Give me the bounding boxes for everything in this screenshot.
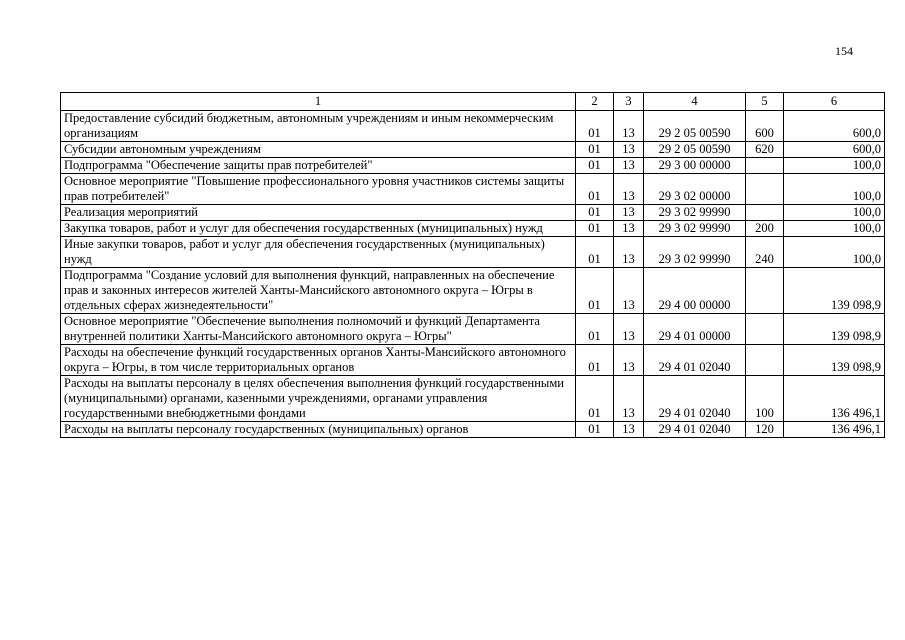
table-row [61,174,885,205]
header-col-4: 4 [644,93,746,111]
row-name: Закупка товаров, работ и услуг для обеспечения государственных (муниципальных) нужд [61,221,576,237]
row-subsection: 13 [614,422,644,438]
table-row [61,268,885,314]
row-name: Реализация мероприятий [61,205,576,221]
row-expense-type: 100 [746,376,784,422]
row-expense-type [746,345,784,376]
table-row [61,111,885,142]
row-target-code: 29 4 00 00000 [644,268,746,314]
table-row [61,422,885,438]
row-section: 01 [576,221,614,237]
row-target-code: 29 3 02 99990 [644,205,746,221]
table-row [61,221,885,237]
row-name: Расходы на обеспечение функций государственных органов Ханты-Мансийского автономного округа – Югры, в том числе территориальных органов [61,345,576,376]
table-header-row [61,93,885,111]
row-target-code: 29 3 02 99990 [644,221,746,237]
table-row [61,205,885,221]
row-amount: 139 098,9 [784,314,885,345]
row-amount: 100,0 [784,158,885,174]
row-section: 01 [576,376,614,422]
row-name: Иные закупки товаров, работ и услуг для обеспечения государственных (муниципальных) нужд [61,237,576,268]
row-section: 01 [576,237,614,268]
row-target-code: 29 3 00 00000 [644,158,746,174]
row-name: Подпрограмма "Обеспечение защиты прав потребителей" [61,158,576,174]
row-subsection: 13 [614,158,644,174]
row-target-code: 29 4 01 02040 [644,345,746,376]
row-expense-type: 200 [746,221,784,237]
page-number: 154 [835,44,853,58]
row-expense-type: 120 [746,422,784,438]
row-target-code: 29 4 01 02040 [644,422,746,438]
table-row [61,314,885,345]
row-name: Основное мероприятие "Обеспечение выполнения полномочий и функций Департамента внутренней политики Ханты-Мансийского автономного округа – Югры" [61,314,576,345]
row-amount: 100,0 [784,174,885,205]
budget-table [60,92,885,438]
row-section: 01 [576,268,614,314]
table-row [61,158,885,174]
row-subsection: 13 [614,142,644,158]
row-subsection: 13 [614,174,644,205]
row-section: 01 [576,174,614,205]
row-subsection: 13 [614,345,644,376]
header-col-1: 1 [61,93,576,111]
row-section: 01 [576,422,614,438]
row-subsection: 13 [614,111,644,142]
header-col-5: 5 [746,93,784,111]
row-section: 01 [576,158,614,174]
row-name: Расходы на выплаты персоналу в целях обеспечения выполнения функций государственными (муниципальными) органами, казенными учреждениями, органами управления государственными внебюджетными фондами [61,376,576,422]
row-section: 01 [576,314,614,345]
row-amount: 136 496,1 [784,422,885,438]
row-section: 01 [576,345,614,376]
row-subsection: 13 [614,221,644,237]
row-amount: 139 098,9 [784,268,885,314]
row-name: Расходы на выплаты персоналу государственных (муниципальных) органов [61,422,576,438]
table-row [61,142,885,158]
row-subsection: 13 [614,314,644,345]
row-target-code: 29 4 01 00000 [644,314,746,345]
row-subsection: 13 [614,376,644,422]
row-target-code: 29 3 02 99990 [644,237,746,268]
row-name: Субсидии автономным учреждениям [61,142,576,158]
row-section: 01 [576,205,614,221]
header-col-6: 6 [784,93,885,111]
row-target-code: 29 2 05 00590 [644,142,746,158]
row-amount: 136 496,1 [784,376,885,422]
row-target-code: 29 3 02 00000 [644,174,746,205]
row-section: 01 [576,142,614,158]
row-expense-type [746,314,784,345]
row-section: 01 [576,111,614,142]
row-expense-type [746,158,784,174]
row-expense-type: 240 [746,237,784,268]
header-col-2: 2 [576,93,614,111]
row-amount: 100,0 [784,205,885,221]
table-row [61,345,885,376]
row-expense-type [746,205,784,221]
row-amount: 139 098,9 [784,345,885,376]
row-expense-type: 620 [746,142,784,158]
row-name: Подпрограмма "Создание условий для выполнения функций, направленных на обеспечение прав и законных интересов жителей Ханты-Мансийского автономного округа – Югры в отдельных сферах жизнедеятельности" [61,268,576,314]
row-subsection: 13 [614,205,644,221]
row-amount: 600,0 [784,142,885,158]
row-amount: 600,0 [784,111,885,142]
row-name: Предоставление субсидий бюджетным, автономным учреждениям и иным некоммерческим организациям [61,111,576,142]
row-name: Основное мероприятие "Повышение профессионального уровня участников системы защиты прав потребителей" [61,174,576,205]
row-subsection: 13 [614,237,644,268]
table-row [61,376,885,422]
row-expense-type [746,174,784,205]
row-amount: 100,0 [784,221,885,237]
row-target-code: 29 2 05 00590 [644,111,746,142]
row-amount: 100,0 [784,237,885,268]
table-row [61,237,885,268]
row-target-code: 29 4 01 02040 [644,376,746,422]
header-col-3: 3 [614,93,644,111]
row-subsection: 13 [614,268,644,314]
row-expense-type [746,268,784,314]
row-expense-type: 600 [746,111,784,142]
